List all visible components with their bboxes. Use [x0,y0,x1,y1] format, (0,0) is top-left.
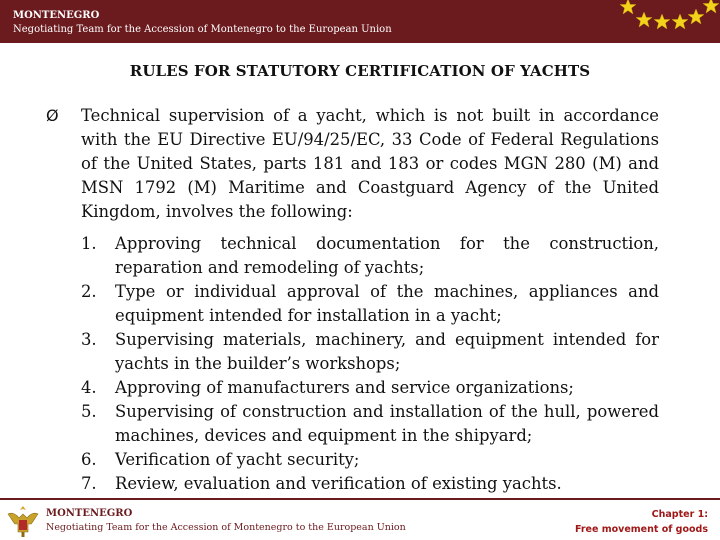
footer-divider [0,498,720,500]
list-item-text: Verification of yacht security; [115,450,360,469]
list-item-text: Review, evaluation and verification of existing yachts. [115,474,562,493]
list-item-number: 7. [81,474,97,493]
footer-country: MONTENEGRO [46,508,133,519]
chapter-number: Chapter 1: [651,509,708,520]
star-icon [620,0,636,14]
page-title: RULES FOR STATUTORY CERTIFICATION OF YACHTS [129,62,591,80]
star-icon [672,14,688,29]
header-country: MONTENEGRO [13,10,100,21]
list-item [81,280,659,328]
list-item-text: Supervising materials, machinery, and equipment intended for yachts in the builder’s workshops; [115,330,659,373]
star-icon [654,14,670,29]
list-item-number: 4. [81,378,97,397]
chapter-title: Free movement of goods [574,524,708,535]
list-item-text: Supervising of construction and installation of the hull, powered machines, devices and equipment in the shipyard; [115,402,659,445]
montenegro-crest-icon [4,502,42,540]
list-item [81,232,659,280]
list-item [81,472,659,496]
list-item-number: 1. [81,234,97,253]
list-item-number: 2. [81,282,97,301]
intro-paragraph: Technical supervision of a yacht, which is not built in accordance with the EU Directive EU/94/25/EC, 33 Code of Federal Regulations of the United States, parts 181 and 183 or codes MGN 280 (M) and MSN 1792 (M) Maritime and Coastguard Agency of the United Kingdom, involves the following: [81,106,659,221]
list-item-number: 6. [81,450,97,469]
list-item-number: 5. [81,402,97,421]
list-item-text: Approving of manufacturers and service organizations; [115,378,574,397]
star-icon [703,0,719,13]
list-item-text: Approving technical documentation for the construction, reparation and remodeling of yachts; [115,234,659,277]
list-item [81,376,659,400]
list-item [81,400,659,448]
eu-stars-icon [600,0,720,43]
list-item [81,448,659,472]
requirements-list [81,232,659,496]
list-item-number: 3. [81,330,97,349]
list-item [81,328,659,376]
footer-subtitle: Negotiating Team for the Accession of Montenegro to the European Union [46,522,406,533]
star-icon [636,12,652,27]
chapter-label [575,507,708,537]
arrow-bullet-icon: Ø [46,106,59,125]
list-item-text: Type or individual approval of the machines, appliances and equipment intended for installation in a yacht; [115,282,659,325]
header-subtitle: Negotiating Team for the Accession of Montenegro to the European Union [13,24,392,35]
star-icon [688,9,704,24]
header-bar [0,0,720,43]
